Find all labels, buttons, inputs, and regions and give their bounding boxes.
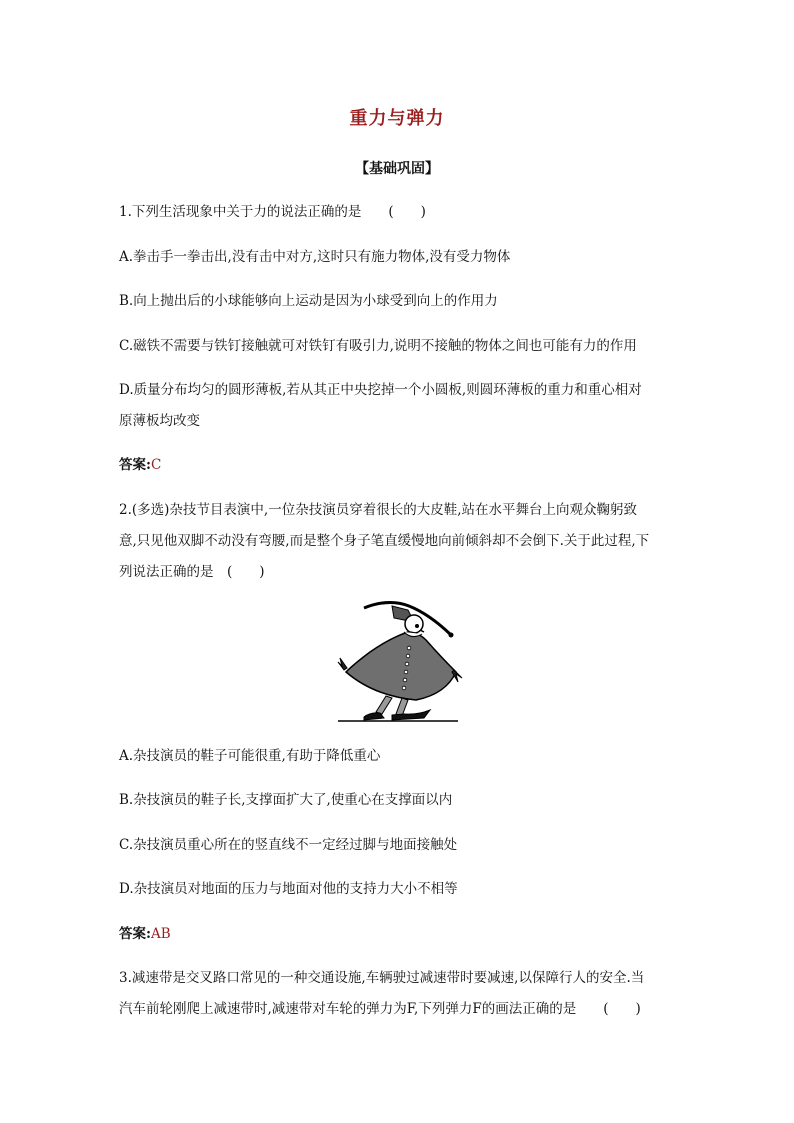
q1-option-a: A.拳击手一拳击出,没有击中对方,这时只有施力物体,没有受力物体 [119, 249, 511, 265]
q1-option-c: C.磁铁不需要与铁钉接触就可对铁钉有吸引力,说明不接触的物体之间也可能有力的作用 [119, 338, 637, 354]
q2-option-b: B.杂技演员的鞋子长,支撑面扩大了,使重心在支撑面以内 [119, 792, 453, 808]
q2-stem-line-2: 意,只见他双脚不动没有弯腰,而是整个身子笔直缓慢地向前倾斜却不会倒下.关于此过程,下 [119, 533, 650, 549]
q2-option-a: A.杂技演员的鞋子可能很重,有助于降低重心 [119, 748, 381, 764]
q2-stem-line-1: 2.(多选)杂技节目表演中,一位杂技演员穿着很长的大皮鞋,站在水平舞台上向观众鞠躬致 [119, 502, 637, 518]
q1-option-b: B.向上抛出后的小球能够向上运动是因为小球受到向上的作用力 [119, 293, 498, 309]
q1-answer-value: C [150, 457, 162, 473]
section-heading: 【基础巩固】 [355, 161, 439, 177]
q1-stem: 1.下列生活现象中关于力的说法正确的是 ( ) [119, 204, 426, 220]
page-title: 重力与弹力 [349, 108, 445, 129]
q3-stem-line-1: 3.减速带是交叉路口常见的一种交通设施,车辆驶过减速带时要减速,以保障行人的安全.当 [119, 970, 645, 986]
q2-stem-line-3: 列说法正确的是 ( ) [119, 564, 265, 580]
q1-answer [119, 455, 679, 475]
q2-answer-label: 答案: [119, 926, 151, 942]
q2-answer-value: AB [150, 926, 171, 942]
acrobat-figure [334, 600, 464, 725]
q2-option-c: C.杂技演员重心所在的竖直线不一定经过脚与地面接触处 [119, 837, 458, 853]
q2-answer [119, 924, 679, 944]
q2-option-d: D.杂技演员对地面的压力与地面对他的支持力大小不相等 [119, 881, 458, 897]
q1-option-d-cont: 原薄板均改变 [119, 413, 200, 429]
q1-option-d: D.质量分布均匀的圆形薄板,若从其正中央挖掉一个小圆板,则圆环薄板的重力和重心相对 [119, 382, 642, 398]
q3-stem-line-2: 汽车前轮刚爬上减速带时,减速带对车轮的弹力为F,下列弹力F的画法正确的是 ( ) [119, 1001, 641, 1017]
q1-answer-label: 答案: [119, 457, 151, 473]
